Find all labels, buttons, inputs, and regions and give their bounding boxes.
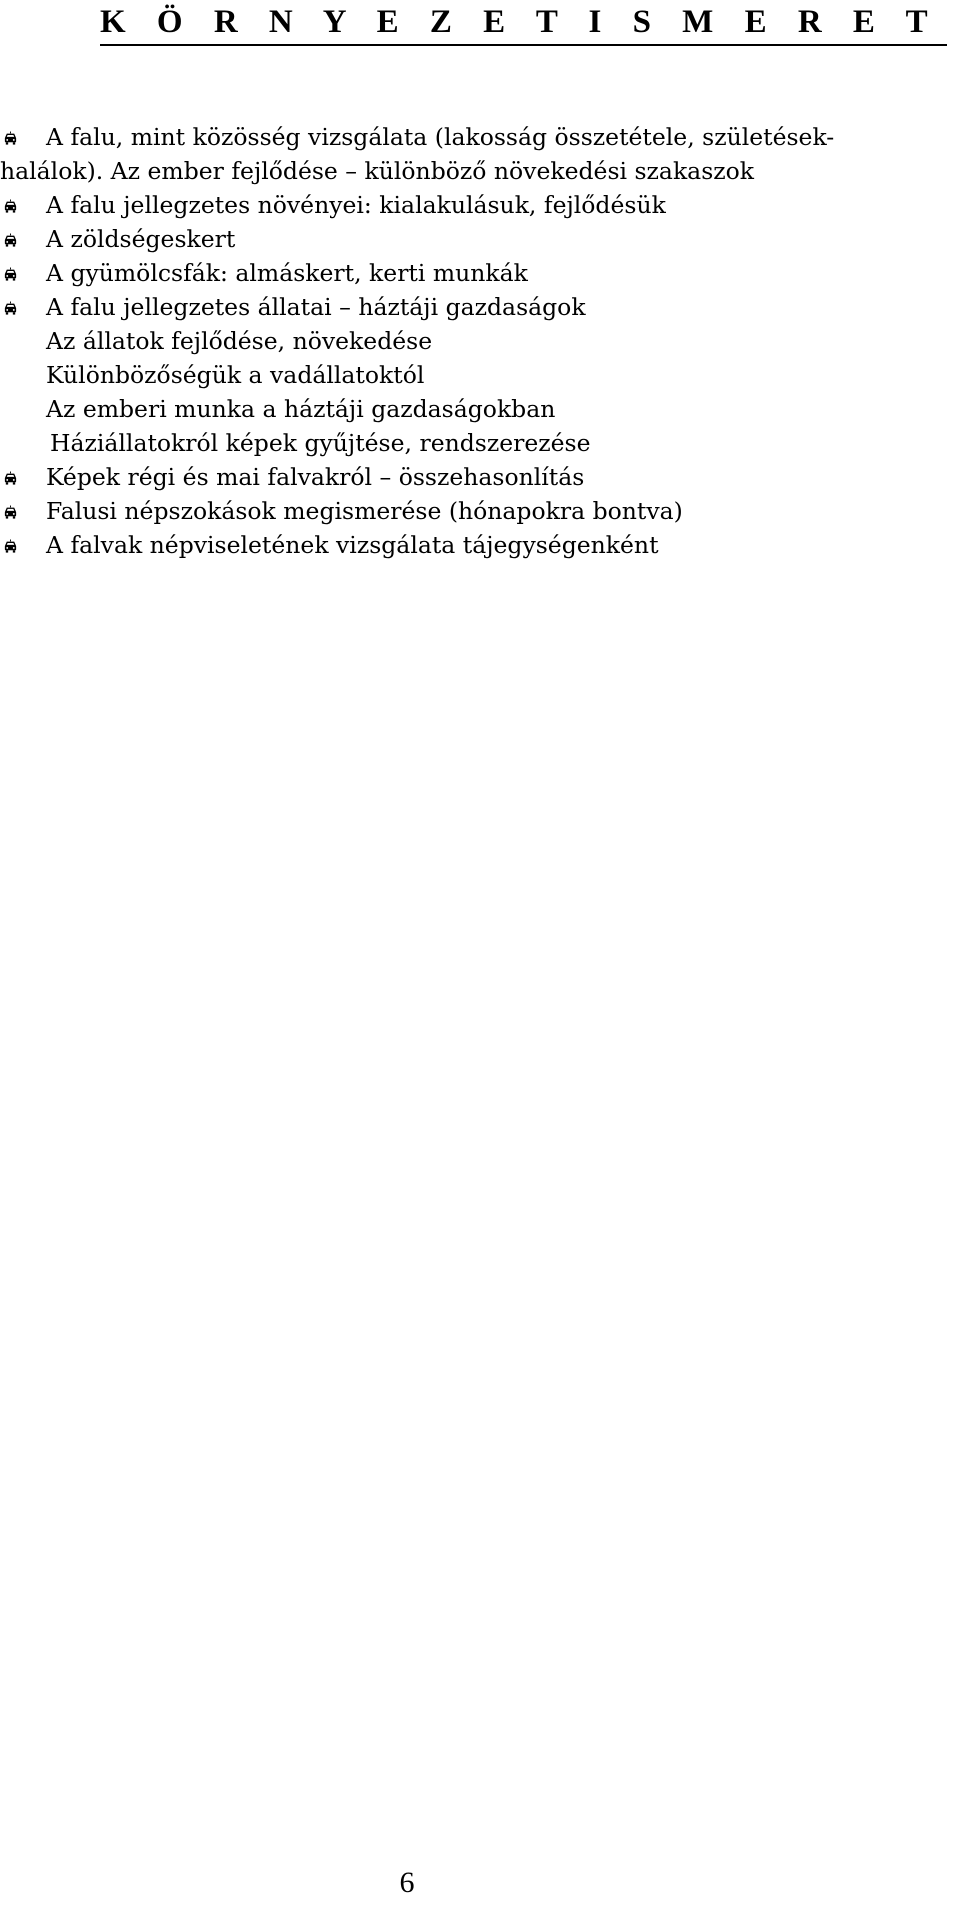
list-item [0, 256, 960, 290]
item-text: Különbözőségük a vadállatoktól [46, 361, 425, 389]
list-item [0, 528, 960, 562]
car-icon [3, 233, 18, 248]
page-number: 6 [399, 1866, 415, 1899]
list-item [0, 120, 960, 188]
item-text: Képek régi és mai falvakról – összehasonlítás [46, 463, 585, 491]
item-text: A falu jellegzetes állatai – háztáji gazdaságok [46, 293, 586, 321]
item-text: A zöldségeskert [46, 225, 236, 253]
car-icon [3, 471, 18, 486]
item-text: A falu, mint közösség vizsgálata (lakosság összetétele, születések- [46, 123, 835, 151]
item-text: A gyümölcsfák: almáskert, kerti munkák [46, 259, 528, 287]
list-item [0, 188, 960, 222]
item-text: Az állatok fejlődése, növekedése [46, 327, 433, 355]
page-title: K Ö R N Y E Z E T I S M E R E T [100, 0, 947, 46]
list-item [0, 392, 960, 426]
item-text: Falusi népszokások megismerése (hónapokra bontva) [46, 497, 683, 525]
item-text: Az emberi munka a háztáji gazdaságokban [46, 395, 556, 423]
list-item [0, 358, 960, 392]
car-icon [3, 131, 18, 146]
list-item [0, 426, 960, 460]
topic-list [0, 120, 960, 562]
list-item [0, 494, 960, 528]
list-item [0, 324, 960, 358]
item-text: A falvak népviseletének vizsgálata tájegységenként [46, 531, 659, 559]
item-text: A falu jellegzetes növényei: kialakulásuk, fejlődésük [46, 191, 666, 219]
item-text-continuation: halálok). Az ember fejlődése – különböző növekedési szakaszok [0, 157, 755, 185]
list-item [0, 290, 960, 324]
list-item [0, 222, 960, 256]
car-icon [3, 199, 18, 214]
car-icon [3, 301, 18, 316]
car-icon [3, 505, 18, 520]
list-item [0, 460, 960, 494]
car-icon [3, 267, 18, 282]
item-text: Háziállatokról képek gyűjtése, rendszerezése [50, 429, 591, 457]
car-icon [3, 539, 18, 554]
